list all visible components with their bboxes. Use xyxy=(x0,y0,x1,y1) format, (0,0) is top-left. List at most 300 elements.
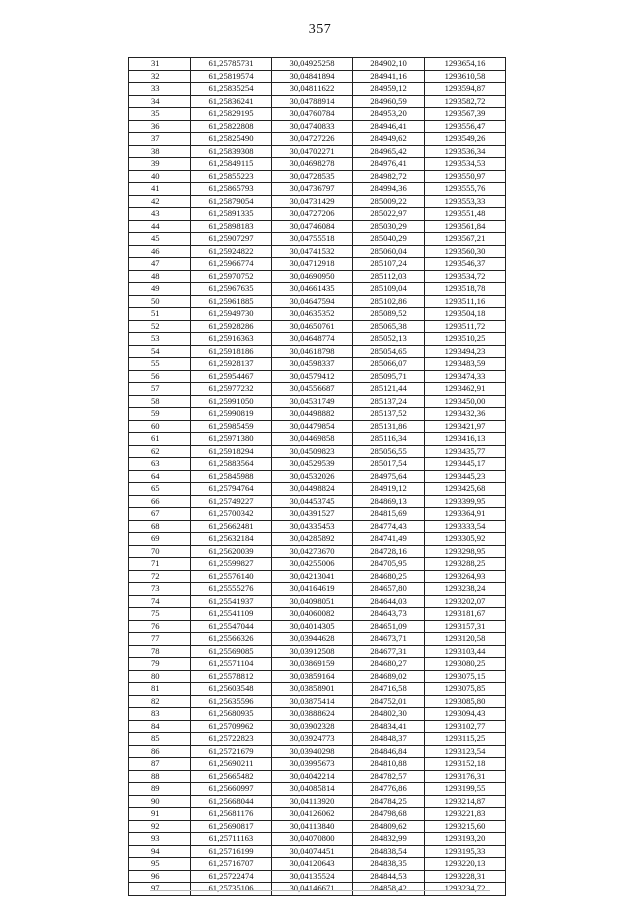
y-coordinate-cell: 1293399,95 xyxy=(425,495,506,508)
x-coordinate-cell: 284741,49 xyxy=(353,533,425,546)
longitude-cell: 30,04760784 xyxy=(272,108,353,121)
x-coordinate-cell: 284644,03 xyxy=(353,595,425,608)
x-coordinate-cell: 284705,95 xyxy=(353,558,425,571)
x-coordinate-cell: 285137,24 xyxy=(353,395,425,408)
x-coordinate-cell: 285095,71 xyxy=(353,370,425,383)
latitude-cell: 61,25907297 xyxy=(191,233,272,246)
table-row xyxy=(129,233,506,246)
y-coordinate-cell: 1293152,18 xyxy=(425,758,506,771)
point-number-cell: 96 xyxy=(129,870,191,883)
table-row xyxy=(129,333,506,346)
latitude-cell: 61,25879054 xyxy=(191,195,272,208)
table-row xyxy=(129,595,506,608)
latitude-cell: 61,25576140 xyxy=(191,570,272,583)
y-coordinate-cell: 1293654,16 xyxy=(425,58,506,71)
x-coordinate-cell: 284680,27 xyxy=(353,658,425,671)
y-coordinate-cell: 1293228,31 xyxy=(425,870,506,883)
latitude-cell: 61,25541109 xyxy=(191,608,272,621)
longitude-cell: 30,04014305 xyxy=(272,620,353,633)
x-coordinate-cell: 284677,31 xyxy=(353,645,425,658)
x-coordinate-cell: 284689,02 xyxy=(353,670,425,683)
longitude-cell: 30,04727226 xyxy=(272,133,353,146)
y-coordinate-cell: 1293556,47 xyxy=(425,120,506,133)
latitude-cell: 61,25835254 xyxy=(191,83,272,96)
point-number-cell: 42 xyxy=(129,195,191,208)
longitude-cell: 30,04391527 xyxy=(272,508,353,521)
table-row xyxy=(129,783,506,796)
point-number-cell: 75 xyxy=(129,608,191,621)
longitude-cell: 30,04728535 xyxy=(272,170,353,183)
y-coordinate-cell: 1293567,39 xyxy=(425,108,506,121)
point-number-cell: 50 xyxy=(129,295,191,308)
x-coordinate-cell: 284680,25 xyxy=(353,570,425,583)
y-coordinate-cell: 1293432,36 xyxy=(425,408,506,421)
longitude-cell: 30,04556687 xyxy=(272,383,353,396)
x-coordinate-cell: 285054,65 xyxy=(353,345,425,358)
point-number-cell: 70 xyxy=(129,545,191,558)
longitude-cell: 30,03869159 xyxy=(272,658,353,671)
latitude-cell: 61,25599827 xyxy=(191,558,272,571)
y-coordinate-cell: 1293120,58 xyxy=(425,633,506,646)
y-coordinate-cell: 1293364,91 xyxy=(425,508,506,521)
longitude-cell: 30,04164619 xyxy=(272,583,353,596)
point-number-cell: 71 xyxy=(129,558,191,571)
latitude-cell: 61,25690817 xyxy=(191,820,272,833)
table-row xyxy=(129,208,506,221)
x-coordinate-cell: 284946,41 xyxy=(353,120,425,133)
point-number-cell: 64 xyxy=(129,470,191,483)
latitude-cell: 61,25794764 xyxy=(191,483,272,496)
y-coordinate-cell: 1293518,78 xyxy=(425,283,506,296)
x-coordinate-cell: 284953,20 xyxy=(353,108,425,121)
table-row xyxy=(129,645,506,658)
table-row xyxy=(129,245,506,258)
latitude-cell: 61,25709962 xyxy=(191,720,272,733)
longitude-cell: 30,03902328 xyxy=(272,720,353,733)
latitude-cell: 61,25662481 xyxy=(191,520,272,533)
table-row xyxy=(129,270,506,283)
y-coordinate-cell: 1293494,23 xyxy=(425,345,506,358)
table-row xyxy=(129,608,506,621)
longitude-cell: 30,04811622 xyxy=(272,83,353,96)
latitude-cell: 61,25985459 xyxy=(191,420,272,433)
latitude-cell: 61,25555276 xyxy=(191,583,272,596)
longitude-cell: 30,04702271 xyxy=(272,145,353,158)
table-row xyxy=(129,320,506,333)
y-coordinate-cell: 1293123,54 xyxy=(425,745,506,758)
latitude-cell: 61,25825490 xyxy=(191,133,272,146)
coordinates-table xyxy=(128,57,506,896)
point-number-cell: 62 xyxy=(129,445,191,458)
point-number-cell: 43 xyxy=(129,208,191,221)
table-row xyxy=(129,770,506,783)
longitude-cell: 30,03912508 xyxy=(272,645,353,658)
x-coordinate-cell: 284838,54 xyxy=(353,845,425,858)
longitude-cell: 30,04126062 xyxy=(272,808,353,821)
latitude-cell: 61,25668044 xyxy=(191,795,272,808)
longitude-cell: 30,04740833 xyxy=(272,120,353,133)
point-number-cell: 68 xyxy=(129,520,191,533)
latitude-cell: 61,25970752 xyxy=(191,270,272,283)
table-row xyxy=(129,308,506,321)
point-number-cell: 94 xyxy=(129,845,191,858)
table-row xyxy=(129,495,506,508)
latitude-cell: 61,25632184 xyxy=(191,533,272,546)
y-coordinate-cell: 1293080,25 xyxy=(425,658,506,671)
latitude-cell: 61,25547044 xyxy=(191,620,272,633)
table-row xyxy=(129,295,506,308)
point-number-cell: 87 xyxy=(129,758,191,771)
table-row xyxy=(129,395,506,408)
x-coordinate-cell: 284774,43 xyxy=(353,520,425,533)
table-row xyxy=(129,433,506,446)
table-row xyxy=(129,683,506,696)
latitude-cell: 61,25541937 xyxy=(191,595,272,608)
longitude-cell: 30,04469858 xyxy=(272,433,353,446)
x-coordinate-cell: 285121,44 xyxy=(353,383,425,396)
y-coordinate-cell: 1293450,00 xyxy=(425,395,506,408)
table-row xyxy=(129,870,506,883)
latitude-cell: 61,25928137 xyxy=(191,358,272,371)
longitude-cell: 30,04741532 xyxy=(272,245,353,258)
latitude-cell: 61,25845988 xyxy=(191,470,272,483)
table-row xyxy=(129,508,506,521)
longitude-cell: 30,04098051 xyxy=(272,595,353,608)
table-row xyxy=(129,370,506,383)
point-number-cell: 63 xyxy=(129,458,191,471)
y-coordinate-cell: 1293103,44 xyxy=(425,645,506,658)
x-coordinate-cell: 285131,86 xyxy=(353,420,425,433)
table-row xyxy=(129,820,506,833)
y-coordinate-cell: 1293561,84 xyxy=(425,220,506,233)
latitude-cell: 61,25635596 xyxy=(191,695,272,708)
y-coordinate-cell: 1293075,85 xyxy=(425,683,506,696)
latitude-cell: 61,25891335 xyxy=(191,208,272,221)
y-coordinate-cell: 1293474,33 xyxy=(425,370,506,383)
y-coordinate-cell: 1293102,77 xyxy=(425,720,506,733)
longitude-cell: 30,04273670 xyxy=(272,545,353,558)
table-row xyxy=(129,558,506,571)
y-coordinate-cell: 1293560,30 xyxy=(425,245,506,258)
point-number-cell: 54 xyxy=(129,345,191,358)
table-row xyxy=(129,70,506,83)
point-number-cell: 51 xyxy=(129,308,191,321)
longitude-cell: 30,03940298 xyxy=(272,745,353,758)
table-row xyxy=(129,445,506,458)
table-row xyxy=(129,258,506,271)
longitude-cell: 30,04070800 xyxy=(272,833,353,846)
y-coordinate-cell: 1293157,31 xyxy=(425,620,506,633)
longitude-cell: 30,04788914 xyxy=(272,95,353,108)
latitude-cell: 61,25855223 xyxy=(191,170,272,183)
longitude-cell: 30,04335453 xyxy=(272,520,353,533)
table-row xyxy=(129,358,506,371)
y-coordinate-cell: 1293462,91 xyxy=(425,383,506,396)
x-coordinate-cell: 284643,73 xyxy=(353,608,425,621)
y-coordinate-cell: 1293181,67 xyxy=(425,608,506,621)
table-row xyxy=(129,120,506,133)
point-number-cell: 44 xyxy=(129,220,191,233)
latitude-cell: 61,25660997 xyxy=(191,783,272,796)
x-coordinate-cell: 284941,16 xyxy=(353,70,425,83)
longitude-cell: 30,03924773 xyxy=(272,733,353,746)
latitude-cell: 61,25722474 xyxy=(191,870,272,883)
table-row xyxy=(129,283,506,296)
point-number-cell: 88 xyxy=(129,770,191,783)
x-coordinate-cell: 285065,38 xyxy=(353,320,425,333)
x-coordinate-cell: 285089,52 xyxy=(353,308,425,321)
table-row xyxy=(129,695,506,708)
x-coordinate-cell: 284752,01 xyxy=(353,695,425,708)
x-coordinate-cell: 284657,80 xyxy=(353,583,425,596)
table-row xyxy=(129,883,506,896)
x-coordinate-cell: 284815,69 xyxy=(353,508,425,521)
point-number-cell: 95 xyxy=(129,858,191,871)
point-number-cell: 67 xyxy=(129,508,191,521)
table-row xyxy=(129,408,506,421)
x-coordinate-cell: 285116,34 xyxy=(353,433,425,446)
x-coordinate-cell: 284673,71 xyxy=(353,633,425,646)
longitude-cell: 30,04727206 xyxy=(272,208,353,221)
y-coordinate-cell: 1293305,92 xyxy=(425,533,506,546)
point-number-cell: 81 xyxy=(129,683,191,696)
point-number-cell: 46 xyxy=(129,245,191,258)
point-number-cell: 83 xyxy=(129,708,191,721)
latitude-cell: 61,25700342 xyxy=(191,508,272,521)
y-coordinate-cell: 1293333,54 xyxy=(425,520,506,533)
longitude-cell: 30,04120643 xyxy=(272,858,353,871)
longitude-cell: 30,03995673 xyxy=(272,758,353,771)
y-coordinate-cell: 1293193,20 xyxy=(425,833,506,846)
x-coordinate-cell: 285040,29 xyxy=(353,233,425,246)
point-number-cell: 35 xyxy=(129,108,191,121)
point-number-cell: 47 xyxy=(129,258,191,271)
longitude-cell: 30,04531749 xyxy=(272,395,353,408)
table-row xyxy=(129,808,506,821)
x-coordinate-cell: 284919,12 xyxy=(353,483,425,496)
x-coordinate-cell: 285109,04 xyxy=(353,283,425,296)
latitude-cell: 61,25898183 xyxy=(191,220,272,233)
point-number-cell: 52 xyxy=(129,320,191,333)
longitude-cell: 30,03944628 xyxy=(272,633,353,646)
latitude-cell: 61,25849115 xyxy=(191,158,272,171)
latitude-cell: 61,25690211 xyxy=(191,758,272,771)
table-row xyxy=(129,108,506,121)
point-number-cell: 60 xyxy=(129,420,191,433)
y-coordinate-cell: 1293238,24 xyxy=(425,583,506,596)
longitude-cell: 30,04255006 xyxy=(272,558,353,571)
x-coordinate-cell: 284965,42 xyxy=(353,145,425,158)
latitude-cell: 61,25578812 xyxy=(191,670,272,683)
x-coordinate-cell: 284949,62 xyxy=(353,133,425,146)
y-coordinate-cell: 1293075,15 xyxy=(425,670,506,683)
longitude-cell: 30,04113920 xyxy=(272,795,353,808)
longitude-cell: 30,04635352 xyxy=(272,308,353,321)
latitude-cell: 61,25916363 xyxy=(191,333,272,346)
y-coordinate-cell: 1293511,72 xyxy=(425,320,506,333)
point-number-cell: 48 xyxy=(129,270,191,283)
longitude-cell: 30,04498824 xyxy=(272,483,353,496)
table-row xyxy=(129,670,506,683)
x-coordinate-cell: 284784,25 xyxy=(353,795,425,808)
longitude-cell: 30,04579412 xyxy=(272,370,353,383)
table-row xyxy=(129,620,506,633)
latitude-cell: 61,25571104 xyxy=(191,658,272,671)
latitude-cell: 61,25711163 xyxy=(191,833,272,846)
point-number-cell: 84 xyxy=(129,720,191,733)
y-coordinate-cell: 1293551,48 xyxy=(425,208,506,221)
point-number-cell: 73 xyxy=(129,583,191,596)
longitude-cell: 30,04661435 xyxy=(272,283,353,296)
longitude-cell: 30,04841894 xyxy=(272,70,353,83)
longitude-cell: 30,04135524 xyxy=(272,870,353,883)
y-coordinate-cell: 1293549,26 xyxy=(425,133,506,146)
longitude-cell: 30,04529539 xyxy=(272,458,353,471)
x-coordinate-cell: 285102,86 xyxy=(353,295,425,308)
longitude-cell: 30,04532026 xyxy=(272,470,353,483)
y-coordinate-cell: 1293115,25 xyxy=(425,733,506,746)
y-coordinate-cell: 1293416,13 xyxy=(425,433,506,446)
y-coordinate-cell: 1293536,34 xyxy=(425,145,506,158)
table-row xyxy=(129,833,506,846)
table-row xyxy=(129,383,506,396)
x-coordinate-cell: 285022,97 xyxy=(353,208,425,221)
latitude-cell: 61,25839308 xyxy=(191,145,272,158)
table-row xyxy=(129,520,506,533)
longitude-cell: 30,04618798 xyxy=(272,345,353,358)
page-divider xyxy=(150,890,490,891)
table-row xyxy=(129,345,506,358)
point-number-cell: 53 xyxy=(129,333,191,346)
x-coordinate-cell: 284776,86 xyxy=(353,783,425,796)
table-row xyxy=(129,545,506,558)
latitude-cell: 61,25966774 xyxy=(191,258,272,271)
x-coordinate-cell: 284838,35 xyxy=(353,858,425,871)
y-coordinate-cell: 1293610,58 xyxy=(425,70,506,83)
longitude-cell: 30,04509823 xyxy=(272,445,353,458)
x-coordinate-cell: 285060,04 xyxy=(353,245,425,258)
point-number-cell: 58 xyxy=(129,395,191,408)
table-row xyxy=(129,458,506,471)
x-coordinate-cell: 284809,62 xyxy=(353,820,425,833)
latitude-cell: 61,25918186 xyxy=(191,345,272,358)
y-coordinate-cell: 1293264,93 xyxy=(425,570,506,583)
y-coordinate-cell: 1293195,33 xyxy=(425,845,506,858)
point-number-cell: 57 xyxy=(129,383,191,396)
longitude-cell: 30,03859164 xyxy=(272,670,353,683)
y-coordinate-cell: 1293214,87 xyxy=(425,795,506,808)
latitude-cell: 61,25569085 xyxy=(191,645,272,658)
point-number-cell: 86 xyxy=(129,745,191,758)
x-coordinate-cell: 284832,99 xyxy=(353,833,425,846)
x-coordinate-cell: 285009,22 xyxy=(353,195,425,208)
latitude-cell: 61,25785731 xyxy=(191,58,272,71)
point-number-cell: 41 xyxy=(129,183,191,196)
latitude-cell: 61,25883564 xyxy=(191,458,272,471)
y-coordinate-cell: 1293221,83 xyxy=(425,808,506,821)
table-row xyxy=(129,570,506,583)
point-number-cell: 97 xyxy=(129,883,191,896)
latitude-cell: 61,25967635 xyxy=(191,283,272,296)
x-coordinate-cell: 285137,52 xyxy=(353,408,425,421)
latitude-cell: 61,25949730 xyxy=(191,308,272,321)
point-number-cell: 76 xyxy=(129,620,191,633)
table-row xyxy=(129,183,506,196)
point-number-cell: 69 xyxy=(129,533,191,546)
point-number-cell: 80 xyxy=(129,670,191,683)
y-coordinate-cell: 1293445,17 xyxy=(425,458,506,471)
x-coordinate-cell: 284869,13 xyxy=(353,495,425,508)
y-coordinate-cell: 1293567,21 xyxy=(425,233,506,246)
point-number-cell: 59 xyxy=(129,408,191,421)
x-coordinate-cell: 284959,12 xyxy=(353,83,425,96)
y-coordinate-cell: 1293534,53 xyxy=(425,158,506,171)
table-row xyxy=(129,158,506,171)
table-row xyxy=(129,720,506,733)
table-row xyxy=(129,658,506,671)
point-number-cell: 66 xyxy=(129,495,191,508)
longitude-cell: 30,04113840 xyxy=(272,820,353,833)
latitude-cell: 61,25924822 xyxy=(191,245,272,258)
point-number-cell: 36 xyxy=(129,120,191,133)
y-coordinate-cell: 1293511,16 xyxy=(425,295,506,308)
table-row xyxy=(129,583,506,596)
table-row xyxy=(129,858,506,871)
x-coordinate-cell: 285030,29 xyxy=(353,220,425,233)
longitude-cell: 30,04479854 xyxy=(272,420,353,433)
longitude-cell: 30,04285892 xyxy=(272,533,353,546)
x-coordinate-cell: 284982,72 xyxy=(353,170,425,183)
table-row xyxy=(129,83,506,96)
longitude-cell: 30,04650761 xyxy=(272,320,353,333)
table-row xyxy=(129,420,506,433)
longitude-cell: 30,04731429 xyxy=(272,195,353,208)
latitude-cell: 61,25822808 xyxy=(191,120,272,133)
x-coordinate-cell: 285112,03 xyxy=(353,270,425,283)
x-coordinate-cell: 284994,36 xyxy=(353,183,425,196)
longitude-cell: 30,04598337 xyxy=(272,358,353,371)
point-number-cell: 91 xyxy=(129,808,191,821)
longitude-cell: 30,04074451 xyxy=(272,845,353,858)
latitude-cell: 61,25716199 xyxy=(191,845,272,858)
y-coordinate-cell: 1293445,23 xyxy=(425,470,506,483)
point-number-cell: 45 xyxy=(129,233,191,246)
table-row xyxy=(129,145,506,158)
y-coordinate-cell: 1293421,97 xyxy=(425,420,506,433)
longitude-cell: 30,04060082 xyxy=(272,608,353,621)
y-coordinate-cell: 1293553,33 xyxy=(425,195,506,208)
table-row xyxy=(129,708,506,721)
table-row xyxy=(129,483,506,496)
y-coordinate-cell: 1293555,76 xyxy=(425,183,506,196)
point-number-cell: 32 xyxy=(129,70,191,83)
longitude-cell: 30,04453745 xyxy=(272,495,353,508)
table-row xyxy=(129,133,506,146)
longitude-cell: 30,04498882 xyxy=(272,408,353,421)
y-coordinate-cell: 1293550,97 xyxy=(425,170,506,183)
point-number-cell: 33 xyxy=(129,83,191,96)
longitude-cell: 30,04146671 xyxy=(272,883,353,896)
table-row xyxy=(129,733,506,746)
latitude-cell: 61,25566326 xyxy=(191,633,272,646)
longitude-cell: 30,04042214 xyxy=(272,770,353,783)
latitude-cell: 61,25928286 xyxy=(191,320,272,333)
y-coordinate-cell: 1293094,43 xyxy=(425,708,506,721)
table-row xyxy=(129,95,506,108)
latitude-cell: 61,25954467 xyxy=(191,370,272,383)
y-coordinate-cell: 1293483,59 xyxy=(425,358,506,371)
table-row xyxy=(129,170,506,183)
